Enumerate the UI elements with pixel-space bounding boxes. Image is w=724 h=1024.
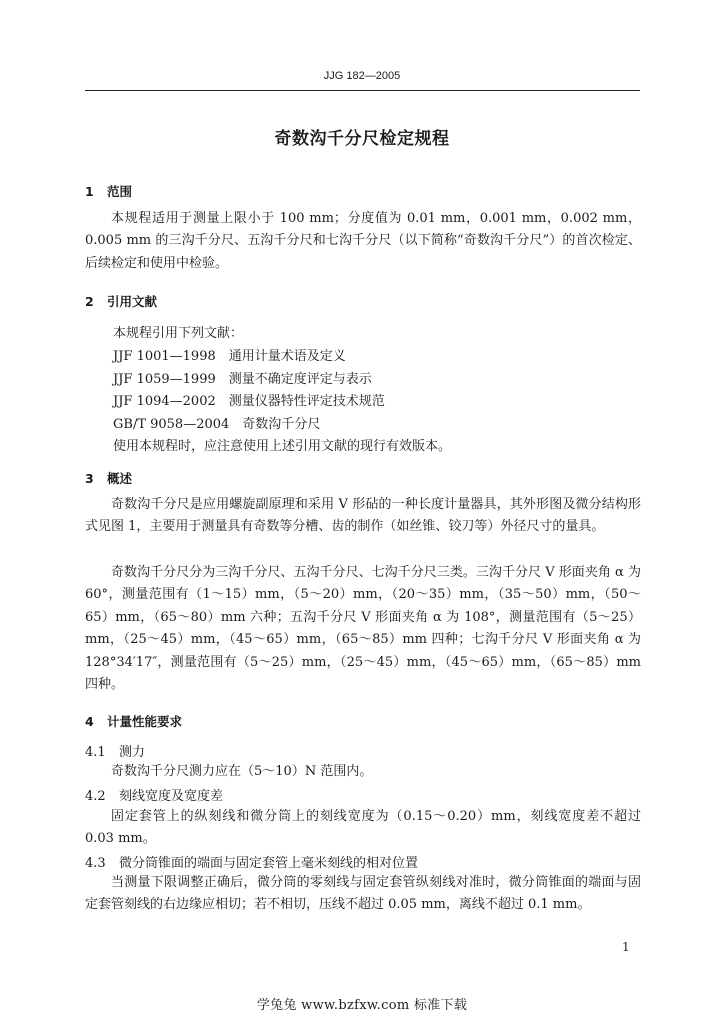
subsection-4-1-heading — [85, 741, 145, 760]
section-title: 计量性能要求 — [107, 714, 183, 729]
section-title: 概述 — [107, 471, 133, 486]
section-1-heading — [85, 182, 132, 200]
subsection-4-1-text: 奇数沟千分尺测力应在（5～10）N 范围内。 — [111, 764, 373, 779]
subsection-4-2-heading — [85, 785, 223, 804]
subsection-4-2-text: 固定套管上的纵刻线和微分筒上的刻线宽度为（0.15～0.20）mm，刻线宽度差不超过 0.03 mm。 — [85, 809, 641, 847]
section-1-text: 本规程适用于测量上限小于 100 mm；分度值为 0.01 mm，0.001 mm，0.002 mm，0.005 mm 的三沟千分尺、五沟千分尺和七沟千分尺（以下简称“奇数沟千分尺”）的首次检定、后续检定和使用中检验。 — [85, 211, 641, 271]
subsection-number: 4.1 — [85, 745, 106, 760]
section-title: 引用文献 — [107, 294, 158, 309]
section-title: 范围 — [107, 184, 133, 199]
reference-item: JJF 1001—1998 通用计量术语及定义 — [113, 349, 346, 364]
reference-item: JJF 1059—1999 测量不确定度评定与表示 — [113, 372, 372, 387]
subsection-title: 微分筒锥面的端面与固定套管上毫米刻线的相对位置 — [119, 856, 419, 871]
section-3-paragraph-2: 奇数沟千分尺分为三沟千分尺、五沟千分尺、七沟千分尺三类。三沟千分尺 V 形面夹角 α 为 60°，测量范围有（1～15）mm，（5～20）mm，（20～35）mm，（35～50）mm，（50～65）mm，（65～80）mm 六种；五沟千分尺 V 形面夹角 α 为 108°，测量范围有（5～25）mm，（25～45）mm，（45～65）mm，（65～85）mm 四种；七沟千分尺 V 形面夹角 α 为 128°34′17″，测量范围有（5～25）mm，（25～45）mm，（45～65）mm，（65～85）mm 四种。 — [85, 565, 641, 693]
section-number: 3 — [85, 471, 94, 486]
references-note: 使用本规程时，应注意使用上述引用文献的现行有效版本。 — [113, 439, 452, 454]
reference-item: GB/T 9058—2004 奇数沟千分尺 — [113, 417, 321, 432]
subsection-title: 测力 — [119, 745, 146, 760]
subsection-4-3-text: 当测量下限调整正确后，微分筒的零刻线与固定套管纵刻线对准时，微分筒锥面的端面与固定套管刻线的右边缘应相切；若不相切，压线不超过 0.05 mm，离线不超过 0.1 mm。 — [85, 875, 641, 913]
section-3-heading — [85, 469, 132, 487]
section-number: 2 — [85, 294, 94, 309]
references-intro: 本规程引用下列文献： — [113, 326, 244, 341]
document-title: 奇数沟千分尺检定规程 — [274, 129, 450, 149]
header-rule — [85, 90, 640, 91]
subsection-title: 刻线宽度及宽度差 — [119, 789, 224, 804]
section-3-paragraph-1: 奇数沟千分尺是应用螺旋副原理和采用 V 形砧的一种长度计量器具，其外形图及微分结构形式见图 1，主要用于测量具有奇数等分槽、齿的制作（如丝锥、铰刀等）外径尺寸的量具。 — [85, 497, 641, 535]
page-number: 1 — [622, 940, 630, 954]
section-2-heading — [85, 292, 157, 310]
subsection-4-3-heading — [85, 852, 418, 871]
section-4-heading — [85, 712, 182, 730]
footer-watermark[interactable]: 学兔兔 www.bzfxw.com 标准下载 — [256, 998, 468, 1013]
subsection-number: 4.3 — [85, 856, 106, 871]
subsection-number: 4.2 — [85, 789, 106, 804]
standard-code: JJG 182—2005 — [323, 70, 401, 82]
section-number: 4 — [85, 714, 94, 729]
reference-item: JJF 1094—2002 测量仪器特性评定技术规范 — [113, 394, 385, 409]
section-number: 1 — [85, 184, 94, 199]
